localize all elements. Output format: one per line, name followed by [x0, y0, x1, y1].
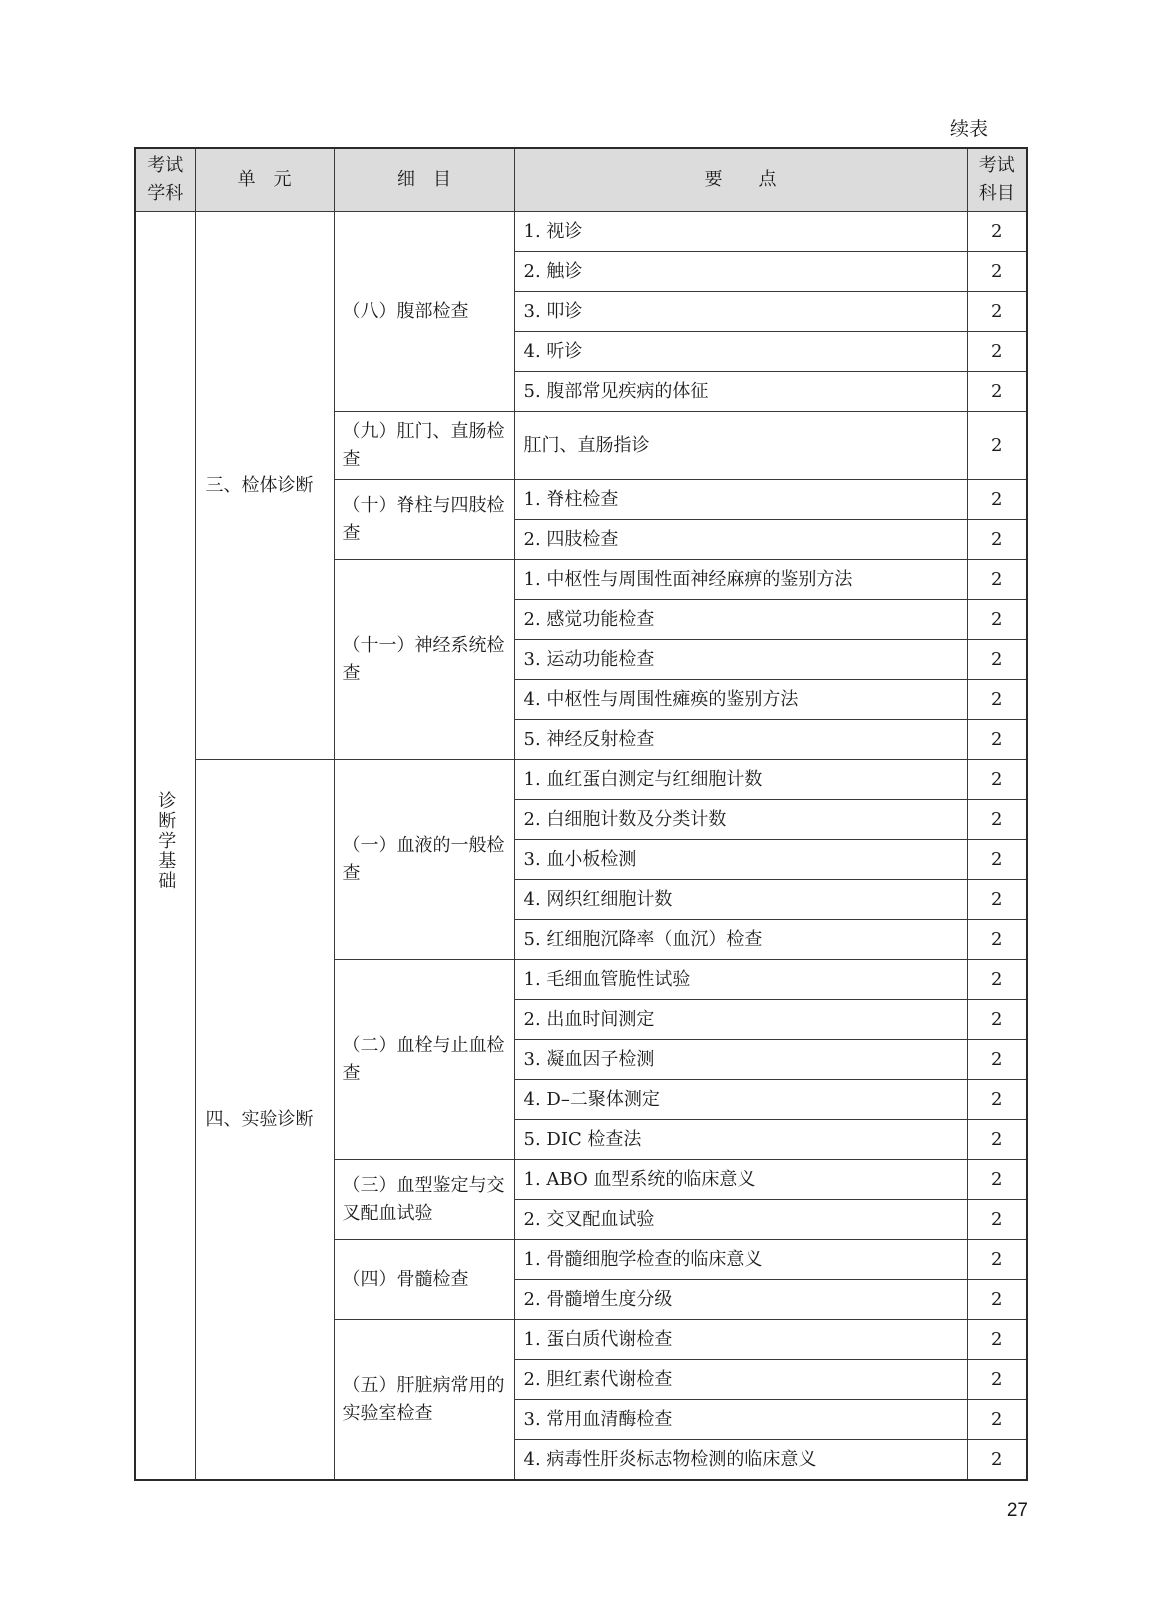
- score-cell: 2: [967, 1360, 1027, 1400]
- detail-cell: （二）血栓与止血检查: [334, 960, 514, 1160]
- point-cell: 1. 中枢性与周围性面神经麻痹的鉴别方法: [514, 560, 967, 600]
- score-cell: 2: [967, 1440, 1027, 1481]
- score-cell: 2: [967, 1000, 1027, 1040]
- point-cell: 肛门、直肠指诊: [514, 412, 967, 480]
- point-cell: 4. 病毒性肝炎标志物检测的临床意义: [514, 1440, 967, 1481]
- header-unit: 单 元: [195, 148, 334, 212]
- header-point: 要 点: [514, 148, 967, 212]
- syllabus-table: [134, 147, 1028, 1481]
- score-cell: 2: [967, 800, 1027, 840]
- detail-cell: （八）腹部检查: [334, 212, 514, 412]
- score-cell: 2: [967, 720, 1027, 760]
- unit-cell: 四、实验诊断: [195, 760, 334, 1481]
- point-cell: 3. 运动功能检查: [514, 640, 967, 680]
- score-cell: 2: [967, 480, 1027, 520]
- score-cell: 2: [967, 412, 1027, 480]
- score-cell: 2: [967, 920, 1027, 960]
- point-cell: 3. 叩诊: [514, 292, 967, 332]
- score-cell: 2: [967, 292, 1027, 332]
- header-exam: 考试 科目: [967, 148, 1027, 212]
- point-cell: 1. 蛋白质代谢检查: [514, 1320, 967, 1360]
- point-cell: 1. 脊柱检查: [514, 480, 967, 520]
- point-cell: 3. 凝血因子检测: [514, 1040, 967, 1080]
- point-cell: 5. 红细胞沉降率（血沉）检查: [514, 920, 967, 960]
- score-cell: 2: [967, 1160, 1027, 1200]
- point-cell: 2. 出血时间测定: [514, 1000, 967, 1040]
- header-subject: 考试 学科: [135, 148, 195, 212]
- point-cell: 3. 常用血清酶检查: [514, 1400, 967, 1440]
- detail-cell: （五）肝脏病常用的实验室检查: [334, 1320, 514, 1481]
- score-cell: 2: [967, 1280, 1027, 1320]
- score-cell: 2: [967, 760, 1027, 800]
- point-cell: 2. 四肢检查: [514, 520, 967, 560]
- score-cell: 2: [967, 1320, 1027, 1360]
- point-cell: 5. DIC 检查法: [514, 1120, 967, 1160]
- point-cell: 3. 血小板检测: [514, 840, 967, 880]
- table-row: [135, 212, 1027, 252]
- point-cell: 2. 白细胞计数及分类计数: [514, 800, 967, 840]
- detail-cell: （四）骨髓检查: [334, 1240, 514, 1320]
- score-cell: 2: [967, 332, 1027, 372]
- score-cell: 2: [967, 880, 1027, 920]
- point-cell: 2. 骨髓增生度分级: [514, 1280, 967, 1320]
- score-cell: 2: [967, 1120, 1027, 1160]
- point-cell: 1. 血红蛋白测定与红细胞计数: [514, 760, 967, 800]
- point-cell: 2. 胆红素代谢检查: [514, 1360, 967, 1400]
- score-cell: 2: [967, 1400, 1027, 1440]
- detail-cell: （十一）神经系统检查: [334, 560, 514, 760]
- score-cell: 2: [967, 600, 1027, 640]
- detail-cell: （九）肛门、直肠检查: [334, 412, 514, 480]
- point-cell: 4. 网织红细胞计数: [514, 880, 967, 920]
- score-cell: 2: [967, 252, 1027, 292]
- header-detail: 细 目: [334, 148, 514, 212]
- point-cell: 1. 视诊: [514, 212, 967, 252]
- detail-cell: （三）血型鉴定与交叉配血试验: [334, 1160, 514, 1240]
- score-cell: 2: [967, 1080, 1027, 1120]
- subject-cell: [135, 212, 195, 1481]
- detail-cell: （一）血液的一般检查: [334, 760, 514, 960]
- score-cell: 2: [967, 960, 1027, 1000]
- table-row: [135, 760, 1027, 800]
- score-cell: 2: [967, 212, 1027, 252]
- point-cell: 5. 神经反射检查: [514, 720, 967, 760]
- point-cell: 2. 交叉配血试验: [514, 1200, 967, 1240]
- score-cell: 2: [967, 520, 1027, 560]
- detail-cell: （十）脊柱与四肢检查: [334, 480, 514, 560]
- page-number: 27: [1006, 1500, 1028, 1521]
- point-cell: 4. 中枢性与周围性瘫痪的鉴别方法: [514, 680, 967, 720]
- point-cell: 2. 感觉功能检查: [514, 600, 967, 640]
- score-cell: 2: [967, 1040, 1027, 1080]
- point-cell: 5. 腹部常见疾病的体征: [514, 372, 967, 412]
- point-cell: 2. 触诊: [514, 252, 967, 292]
- score-cell: 2: [967, 680, 1027, 720]
- unit-cell: 三、检体诊断: [195, 212, 334, 760]
- point-cell: 1. 毛细血管脆性试验: [514, 960, 967, 1000]
- header-row: [135, 148, 1027, 212]
- score-cell: 2: [967, 560, 1027, 600]
- point-cell: 1. ABO 血型系统的临床意义: [514, 1160, 967, 1200]
- score-cell: 2: [967, 1200, 1027, 1240]
- score-cell: 2: [967, 1240, 1027, 1280]
- continued-label: 续表: [949, 118, 988, 140]
- score-cell: 2: [967, 372, 1027, 412]
- point-cell: 4. 听诊: [514, 332, 967, 372]
- point-cell: 4. D–二聚体测定: [514, 1080, 967, 1120]
- subject-label: 诊断学基础: [155, 791, 177, 891]
- point-cell: 1. 骨髓细胞学检查的临床意义: [514, 1240, 967, 1280]
- score-cell: 2: [967, 640, 1027, 680]
- score-cell: 2: [967, 840, 1027, 880]
